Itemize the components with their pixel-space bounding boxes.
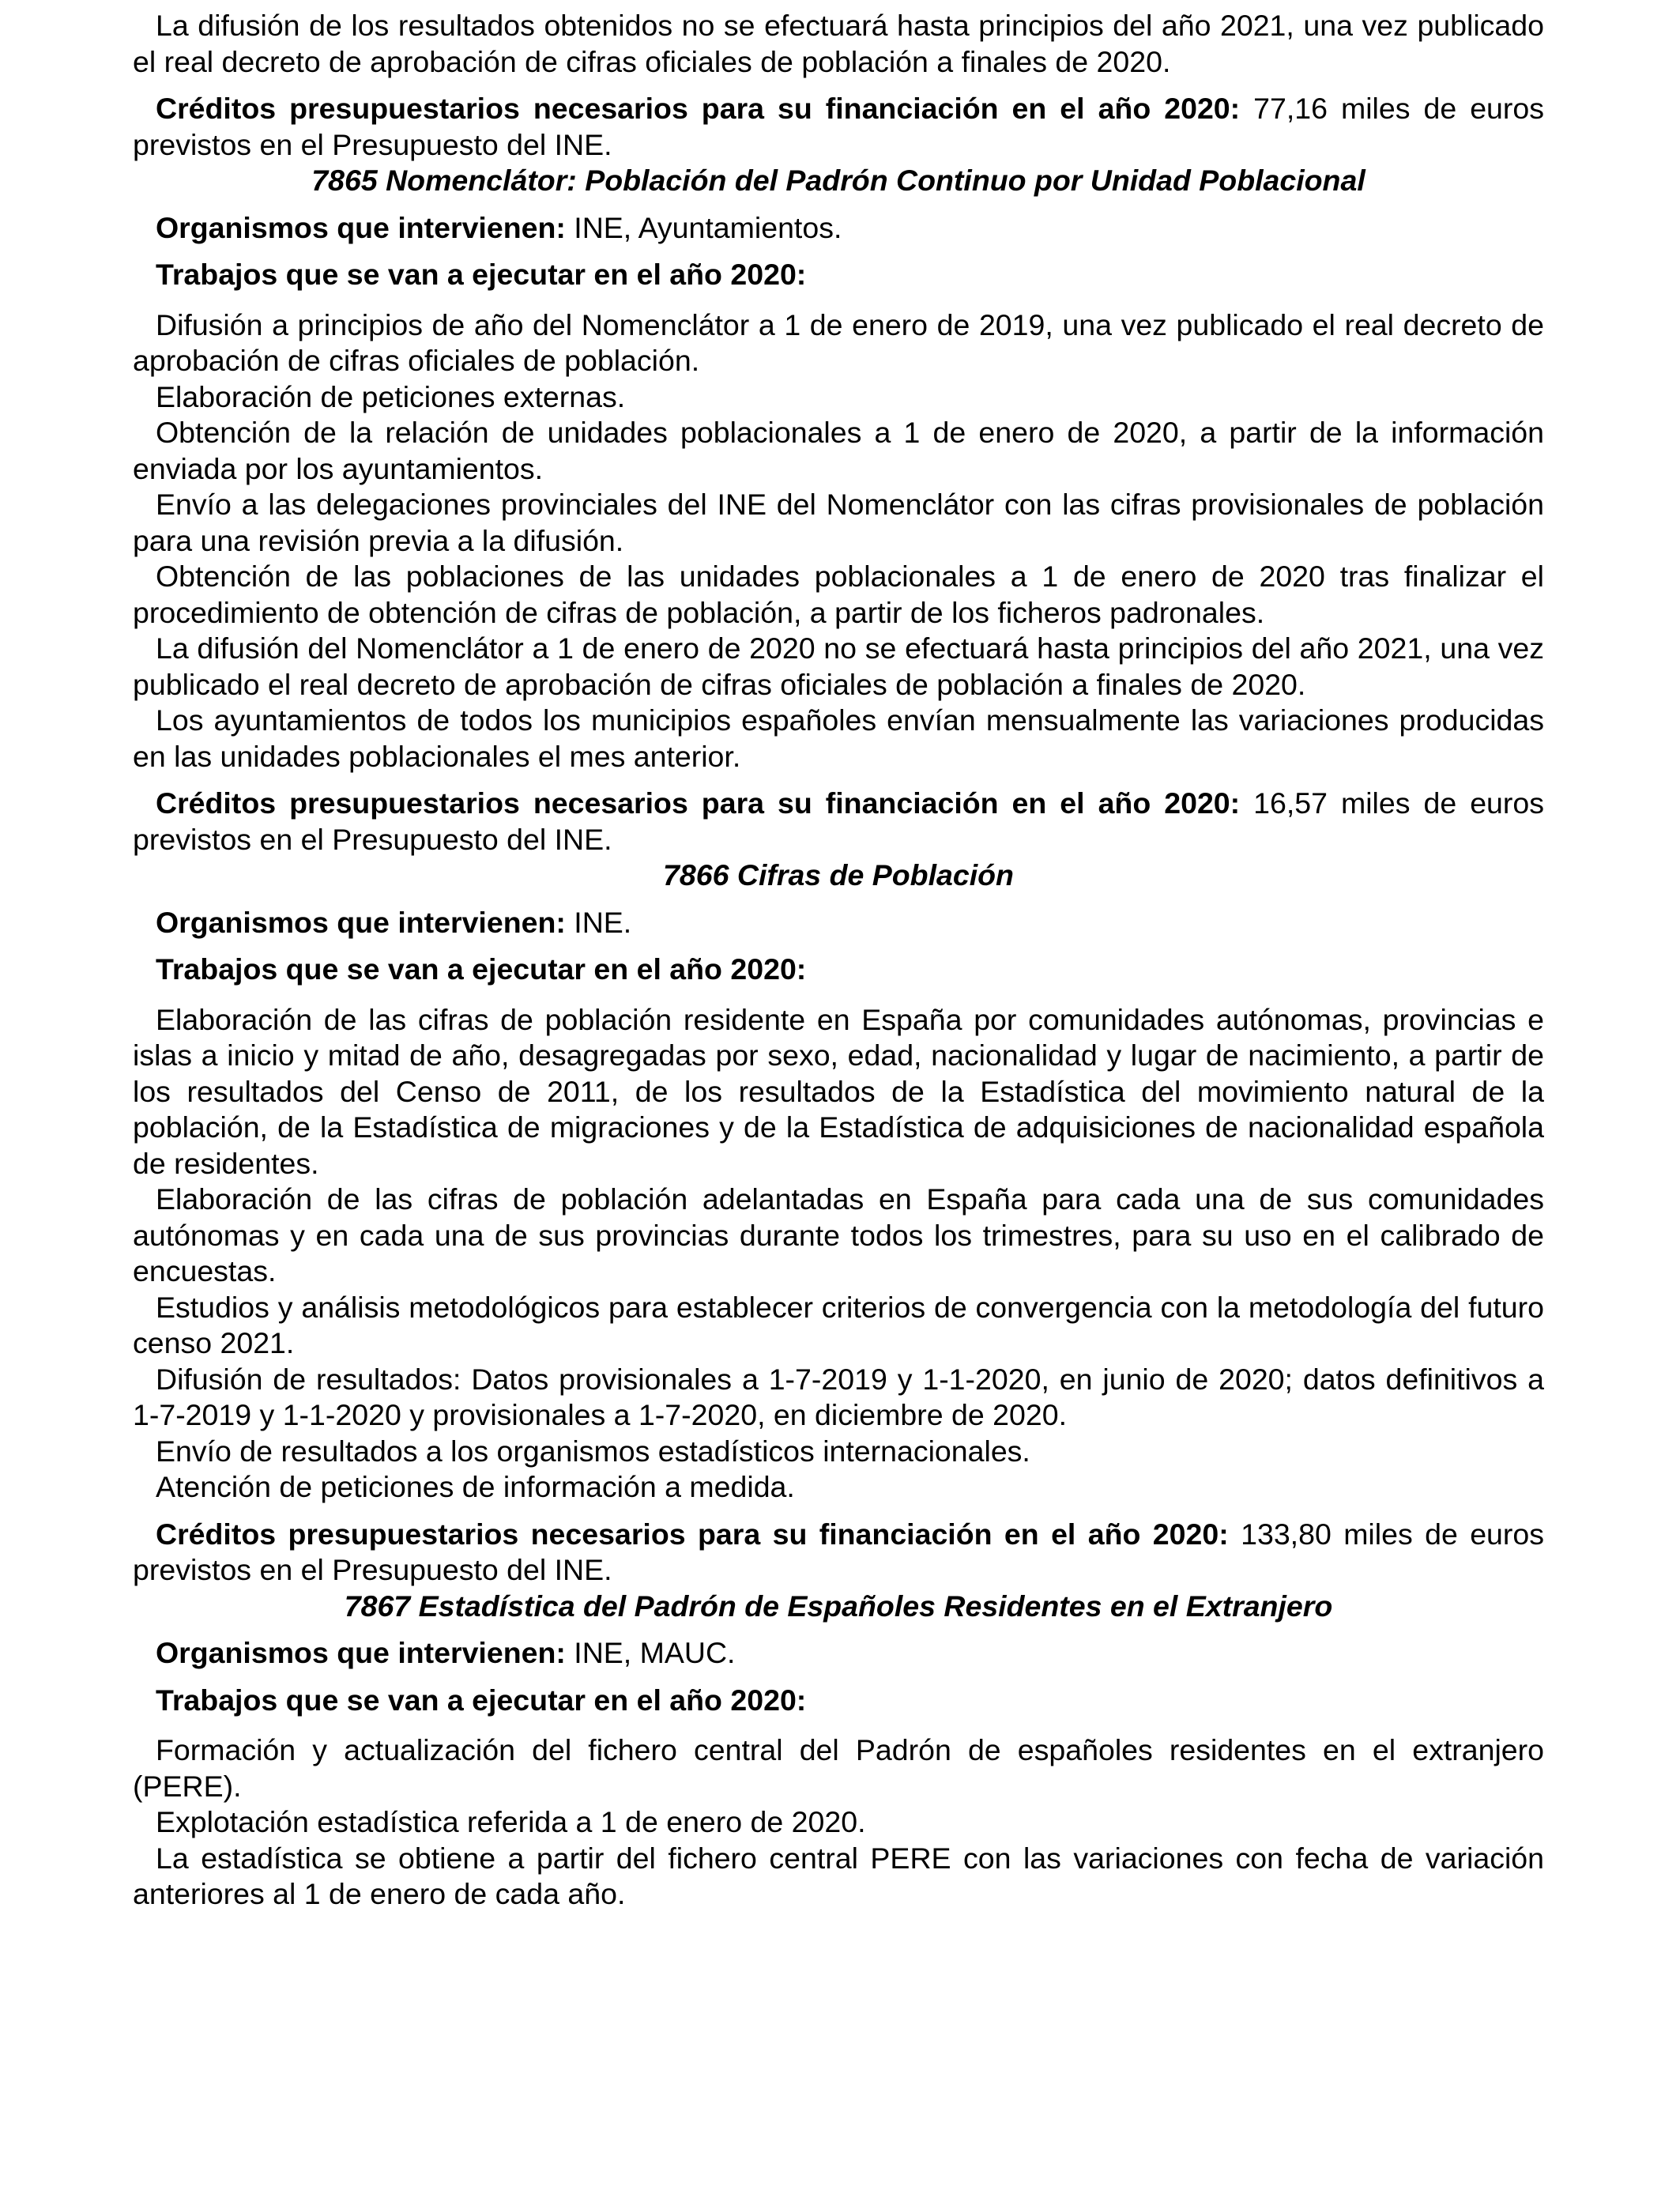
- work-item: Estudios y análisis metodológicos para establecer criterios de convergencia con la metodología del futuro censo 2021.: [133, 1290, 1544, 1359]
- work-item: Elaboración de peticiones externas.: [156, 379, 626, 413]
- section-title-7867: 7867 Estadística del Padrón de Españoles Residentes en el Extranjero: [344, 1589, 1333, 1623]
- organisms-value: INE.: [565, 905, 632, 939]
- work-item: Elaboración de las cifras de población residente en España por comunidades autónomas, provincias e islas a inicio y mitad de año, desagregadas por sexo, edad, nacionalidad y lugar de nacimiento, a partir de los resultados del Censo de 2011, de los resultados de la Estadística del movimiento natural de la población, de la Estadística de migraciones y de la Estadística de adquisiciones de nacionalidad española de residentes.: [133, 1002, 1544, 1180]
- work-item: Atención de peticiones de información a medida.: [156, 1470, 795, 1503]
- work-list-7865: [133, 307, 1544, 775]
- work-item: La difusión del Nomenclátor a 1 de enero de 2020 no se efectuará hasta principios del año 2021, una vez publicado el real decreto de aprobación de cifras oficiales de población a finales de 2020.: [133, 631, 1544, 701]
- work-item: Difusión de resultados: Datos provisionales a 1-7-2019 y 1-1-2020, en junio de 2020; datos definitivos a 1-7-2019 y 1-1-2020 y provisionales a 1-7-2020, en diciembre de 2020.: [133, 1362, 1544, 1431]
- credits-label: Créditos presupuestarios necesarios para su financiación en el año 2020:: [156, 1517, 1229, 1551]
- credits-value: 77,16 miles de euros previstos en el Presupuesto del INE.: [133, 92, 1544, 161]
- work-label-7867: Trabajos que se van a ejecutar en el año 2020:: [156, 1683, 807, 1717]
- work-label-7866: Trabajos que se van a ejecutar en el año 2020:: [156, 952, 807, 986]
- work-item: Formación y actualización del fichero central del Padrón de españoles residentes en el extranjero (PERE).: [133, 1733, 1544, 1803]
- organisms-value: INE, Ayuntamientos.: [565, 210, 842, 244]
- work-item: La estadística se obtiene a partir del fichero central PERE con las variaciones con fecha de variación anteriores al 1 de enero de cada año.: [133, 1841, 1544, 1910]
- credits-label: Créditos presupuestarios necesarios para su financiación en el año 2020:: [156, 786, 1241, 820]
- organisms-7867: [133, 1635, 1544, 1672]
- work-item: Difusión a principios de año del Nomenclátor a 1 de enero de 2019, una vez publicado el real decreto de aprobación de cifras oficiales de población.: [133, 307, 1544, 377]
- work-list-7867: [133, 1732, 1544, 1913]
- work-item: Explotación estadística referida a 1 de enero de 2020.: [156, 1805, 866, 1838]
- credits-7866: [133, 1517, 1544, 1589]
- work-item: Elaboración de las cifras de población adelantadas en España para cada una de sus comunidades autónomas y en cada una de sus provincias durante todos los trimestres, para su uso en el calibrado de encuestas.: [133, 1182, 1544, 1287]
- document-page: [133, 8, 1544, 1913]
- organisms-label: Organismos que intervienen:: [156, 1636, 566, 1669]
- work-item: Obtención de las poblaciones de las unidades poblacionales a 1 de enero de 2020 tras finalizar el procedimiento de obtención de cifras de población, a partir de los ficheros padronales.: [133, 560, 1544, 629]
- section-title-7865: 7865 Nomenclátor: Población del Padrón Continuo por Unidad Poblacional: [311, 164, 1365, 197]
- credits-7865: [133, 786, 1544, 858]
- credits-value: 133,80 miles de euros previstos en el Presupuesto del INE.: [133, 1517, 1544, 1586]
- work-list-7866: [133, 1002, 1544, 1506]
- work-item: Envío de resultados a los organismos estadísticos internacionales.: [156, 1434, 1030, 1468]
- organisms-7865: [133, 210, 1544, 247]
- intro-credits: [133, 91, 1544, 163]
- section-title-7866: 7866 Cifras de Población: [663, 858, 1014, 892]
- credits-value: 16,57 miles de euros previstos en el Presupuesto del INE.: [133, 786, 1544, 856]
- work-label-7865: Trabajos que se van a ejecutar en el año 2020:: [156, 258, 807, 291]
- organisms-value: INE, MAUC.: [565, 1636, 736, 1669]
- work-item: Los ayuntamientos de todos los municipios españoles envían mensualmente las variaciones producidas en las unidades poblacionales el mes anterior.: [133, 703, 1544, 773]
- organisms-label: Organismos que intervienen:: [156, 210, 566, 244]
- organisms-label: Organismos que intervienen:: [156, 905, 566, 939]
- credits-label: Créditos presupuestarios necesarios para su financiación en el año 2020:: [156, 92, 1241, 125]
- work-item: Obtención de la relación de unidades poblacionales a 1 de enero de 2020, a partir de la información enviada por los ayuntamientos.: [133, 416, 1544, 485]
- organisms-7866: [133, 905, 1544, 941]
- intro-paragraph: La difusión de los resultados obtenidos no se efectuará hasta principios del año 2021, una vez publicado el real decreto de aprobación de cifras oficiales de población a finales de 2020.: [133, 9, 1544, 78]
- work-item: Envío a las delegaciones provinciales del INE del Nomenclátor con las cifras provisionales de población para una revisión previa a la difusión.: [133, 488, 1544, 557]
